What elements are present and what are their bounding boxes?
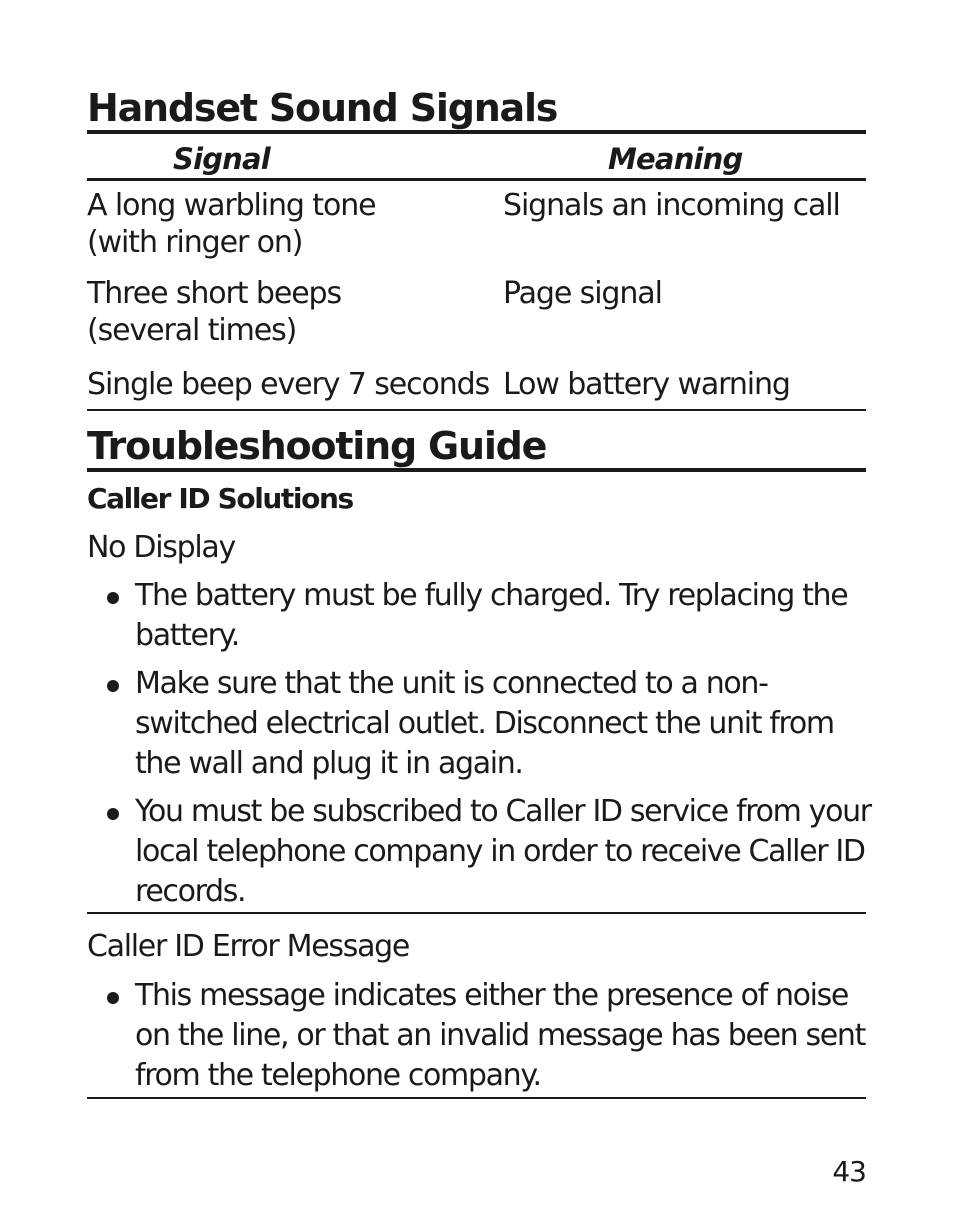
- bullet-text: You must be subscribed to Caller ID service from your local telephone company in order to receive Caller ID records.: [135, 794, 871, 909]
- column-header-meaning: Meaning: [608, 142, 743, 176]
- meaning-cell: Low battery warning: [503, 367, 790, 402]
- bullet-text: The battery must be fully charged. Try replacing the battery.: [135, 578, 848, 653]
- column-header-signal: Signal: [173, 142, 270, 176]
- signals-table-header: [87, 134, 866, 181]
- bullet-icon: [107, 992, 119, 1004]
- subheading-caller-id-solutions: Caller ID Solutions: [87, 482, 353, 515]
- bullet-icon: [107, 592, 119, 604]
- table-bottom-rule: [87, 409, 866, 411]
- meaning-cell: Page signal: [503, 276, 662, 311]
- signal-cell: Single beep every 7 seconds: [87, 367, 490, 402]
- bullet-icon: [107, 680, 119, 692]
- problem-label-error-message: Caller ID Error Message: [87, 929, 410, 964]
- section-bottom-rule: [87, 1097, 866, 1099]
- page-number: 43: [832, 1155, 866, 1188]
- bullet-text: Make sure that the unit is connected to a non- switched electrical outlet. Disconnect the unit from the wall and plug it in again.: [135, 666, 834, 781]
- meaning-cell: Signals an incoming call: [503, 188, 840, 223]
- bullet-text: This message indicates either the presence of noise on the line, or that an invalid message has been sent from the telephone company.: [135, 978, 865, 1093]
- section-title-sound-signals: Handset Sound Signals: [87, 86, 866, 134]
- signal-cell: Three short beeps (several times): [87, 276, 342, 348]
- section-title-troubleshooting: Troubleshooting Guide: [87, 424, 866, 472]
- bullet-icon: [107, 808, 119, 820]
- section-divider: [87, 912, 866, 914]
- problem-label-no-display: No Display: [87, 530, 235, 565]
- signal-cell: A long warbling tone (with ringer on): [87, 188, 376, 260]
